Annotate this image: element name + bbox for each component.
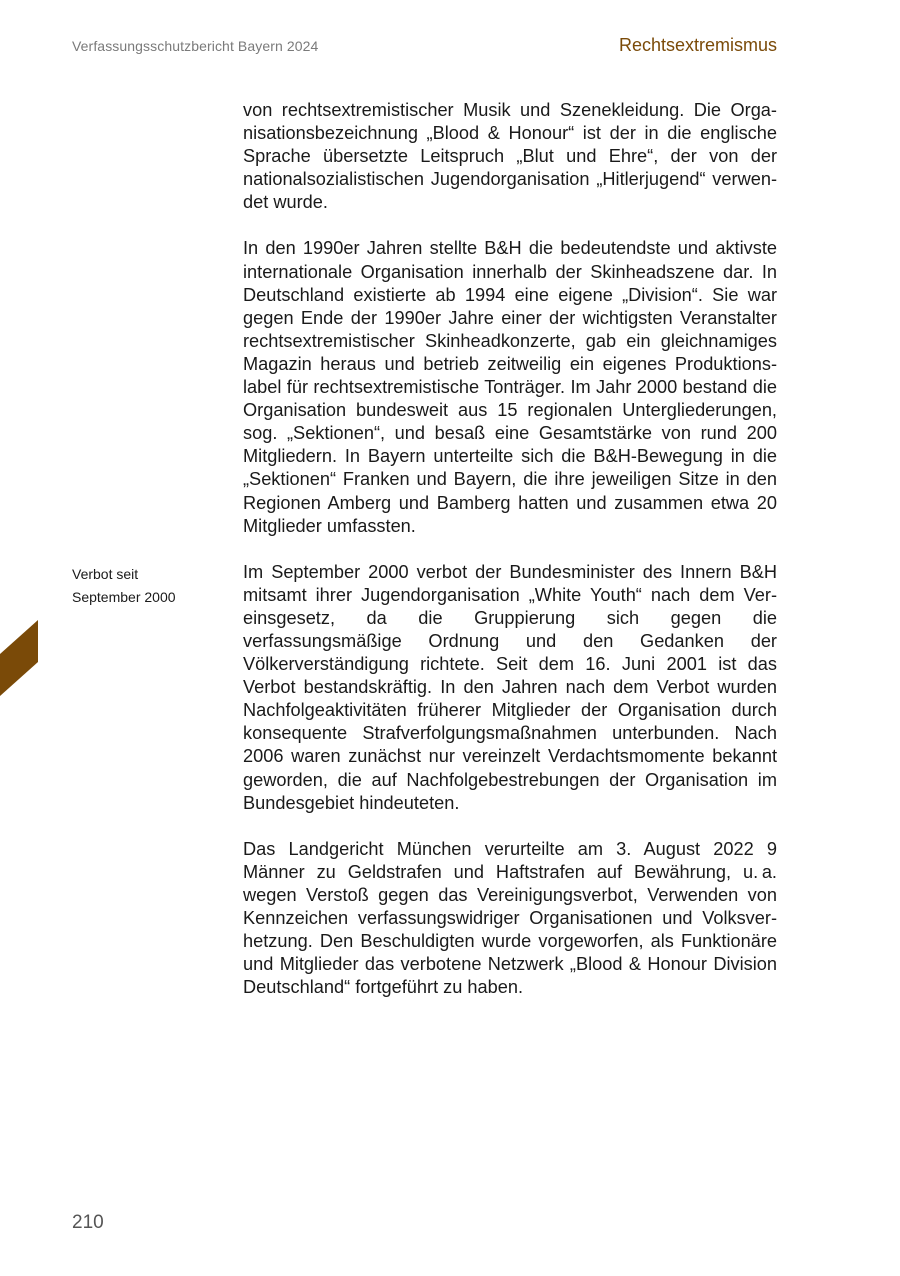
margin-note-line-2: September 2000 [72,589,176,605]
section-title: Rechtsextremismus [618,35,777,55]
body-text [243,99,777,1022]
margin-note-line-1: Verbot seit [72,566,139,582]
chapter-marker [0,620,38,696]
margin-note [72,563,222,609]
paragraph-3: Im September 2000 verbot der Bundesminister des Innern B&H mitsamt ihrer Jugendorganisation „White Youth“ nach dem Vereinsgesetz, da die Gruppierung sich gegen die verfassungsmäßige Ordnung und den Gedanken der Völkerverständigung richtete. Seit dem 16. Juni 2001 ist das Verbot bestandskräftig. In den Jahren nach dem Verbot wurden Nachfolgeaktivitäten früherer Mitglieder der Organisation durch konsequente Strafverfolgungsmaßnahmen unterbunden. Nach 2006 waren zunächst nur vereinzelt Verdachtsmomente bekannt geworden, die auf Nachfolgebestrebungen der Organisation im Bundesgebiet hindeuteten. [243,561,777,813]
paragraph-2: In den 1990er Jahren stellte B&H die bedeutendste und aktivste internationale Organisation innerhalb der Skinheadszene dar. In Deutschland existierte ab 1994 eine eigene „Division“. Sie war gegen Ende der 1990er Jahre einer der wichtigsten Veranstalter rechtsextremistischer Skinheadkonzerte, gab ein gleichnamiges Magazin heraus und betrieb zeitweilig ein eigenes Produktionslabel für rechtsextremistische Tonträger. Im Jahr 2000 bestand die Organisation bundesweit aus 15 regionalen Untergliederungen, sog. „Sektionen“, und besaß eine Gesamtstärke von rund 200 Mitgliedern. In Bayern unterteilte sich die B&H-Bewegung in die „Sektionen“ Franken und Bayern, die ihre jeweiligen Sitze in den Regionen Amberg und Bamberg hatten und zusammen etwa 20 Mitglieder umfassten. [243,238,777,536]
chapter-marker-shape [0,620,38,696]
paragraph-1: von rechtsextremistischer Musik und Szenekleidung. Die Organisationsbezeichnung „Blood & Honour“ ist der in die englische Sprache übersetzte Leitspruch „Blut und Ehre“, der von der nationalsozialistischen Jugendorganisation „Hitlerjugend“ verwendet wurde. [243,100,777,213]
page-number: 210 [72,1212,104,1233]
paragraph-4: Das Landgericht München verurteilte am 3. August 2022 9 Männer zu Geldstrafen und Haftstrafen auf Bewährung, u. a. wegen Verstoß gegen das Vereinigungsverbot, Verwenden von Kennzeichen verfassungswidriger Organisationen und Volksverhetzung. Den Beschuldigten wurde vorgeworfen, als Funktionäre und Mitglieder das verbotene Netzwerk „Blood & Honour Division Deutschland“ fortgeführt zu haben. [243,838,777,998]
document-title: Verfassungsschutzbericht Bayern 2024 [72,38,319,54]
